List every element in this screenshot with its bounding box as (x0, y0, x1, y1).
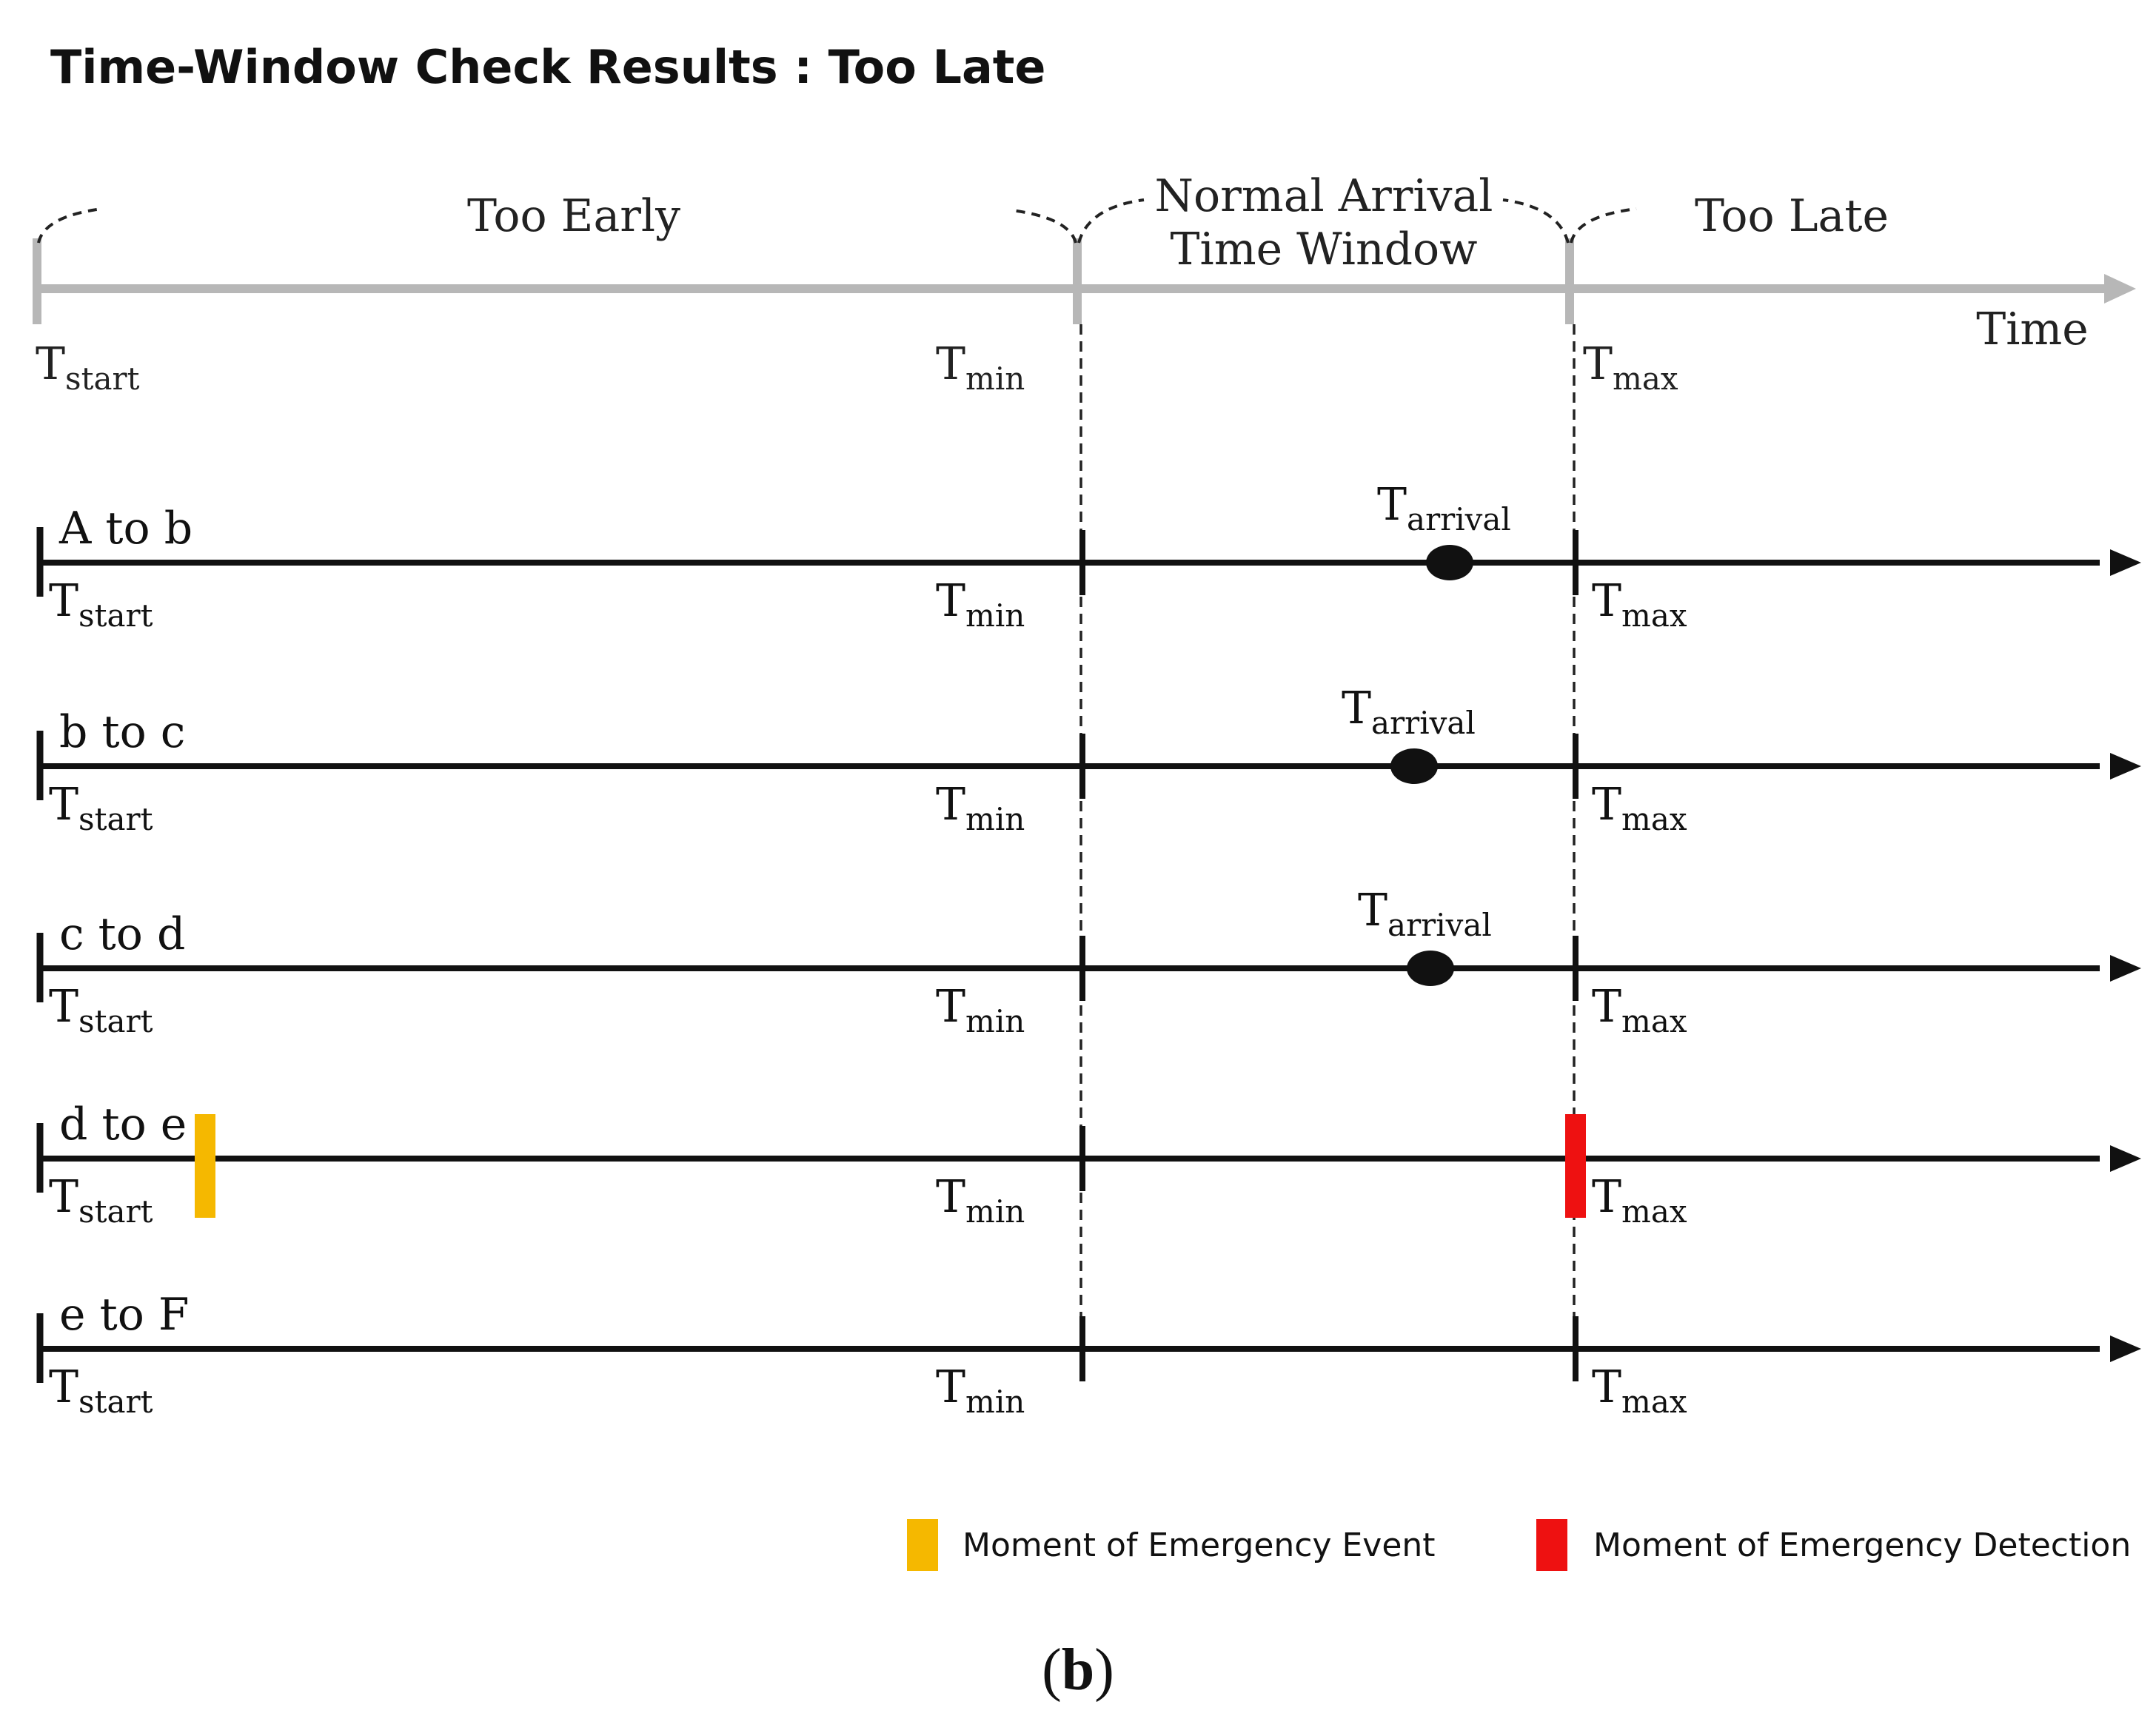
route-arrowhead (2110, 549, 2141, 576)
route-label: A to b (59, 503, 193, 554)
row-label-t-min (936, 1171, 1025, 1230)
route-rows (40, 479, 2141, 1420)
row-label-t-max-sub: max (1621, 1193, 1687, 1230)
row-label-t-min-sub: min (965, 1003, 1025, 1039)
row-label-t-start-base: T (49, 779, 79, 831)
arrival-label-base: T (1377, 479, 1407, 531)
row-label-t-min-sub: min (965, 801, 1025, 837)
arrival-dot (1390, 748, 1438, 784)
axis-label-t-start: $T_{start}$ (36, 338, 140, 397)
row-label-t-start-sub: start (78, 597, 153, 634)
row-label-t-start (49, 981, 153, 1039)
legend-label-emergency-event: Moment of Emergency Event (962, 1526, 1436, 1564)
route-label: b to c (59, 706, 186, 758)
row-label-t-start-base: T (49, 1171, 79, 1223)
row-label-t-min (936, 779, 1025, 837)
row-label-t-max (1592, 1171, 1687, 1230)
row-label-t-max (1592, 1361, 1687, 1420)
route-row (40, 479, 2141, 634)
route-arrowhead (2110, 1145, 2141, 1172)
row-label-t-start-base: T (49, 981, 79, 1033)
row-label-t-start (49, 1361, 153, 1420)
region-too-late: Too Late (1695, 190, 1889, 242)
row-label-t-min (936, 1361, 1025, 1420)
row-label-t-start-sub: start (78, 1384, 153, 1420)
row-label-t-max-sub: max (1621, 1003, 1687, 1039)
row-label-t-max-sub: max (1621, 597, 1687, 634)
region-too-early: Too Early (466, 190, 681, 242)
row-label-t-min-base: T (936, 1361, 966, 1413)
row-label-t-max-sub: max (1621, 1384, 1687, 1420)
arrival-dot (1426, 545, 1473, 580)
arrival-label-base: T (1358, 885, 1388, 936)
brace-normal-left (1079, 200, 1144, 243)
row-label-t-min-sub: min (965, 1384, 1025, 1420)
arrival-label (1358, 885, 1492, 943)
arrival-label (1342, 683, 1476, 741)
row-label-t-start (49, 779, 153, 837)
axis-label-t-max: $T_{max}$ (1583, 338, 1678, 397)
time-label: Time (1976, 304, 2089, 355)
route-label: e to F (59, 1289, 190, 1341)
region-normal-line2: Time Window (1170, 224, 1478, 275)
row-label-t-start (49, 575, 153, 634)
route-arrowhead (2110, 955, 2141, 982)
brace-too-early-right (1011, 210, 1076, 243)
row-label-t-min (936, 981, 1025, 1039)
row-label-t-max (1592, 779, 1687, 837)
route-arrowhead (2110, 1335, 2141, 1362)
row-label-t-start-sub: start (78, 801, 153, 837)
figure-caption: (b) (1042, 1638, 1114, 1703)
arrival-label-base: T (1342, 683, 1372, 734)
brace-normal-right (1503, 200, 1568, 243)
arrival-dot (1407, 951, 1454, 986)
row-label-t-max-base: T (1592, 981, 1622, 1033)
row-label-t-min-sub: min (965, 1193, 1025, 1230)
row-label-t-max (1592, 575, 1687, 634)
row-label-t-min-sub: min (965, 597, 1025, 634)
route-row (40, 1289, 2141, 1420)
row-label-t-max-base: T (1592, 779, 1622, 831)
arrival-label (1377, 479, 1511, 537)
row-label-t-start (49, 1171, 153, 1230)
legend-swatch-emergency-detection (1536, 1519, 1567, 1571)
row-label-t-max-base: T (1592, 575, 1622, 627)
legend-swatch-emergency-event (907, 1519, 938, 1571)
brace-too-late-left (1571, 209, 1636, 243)
route-arrowhead (2110, 753, 2141, 780)
axis-label-t-min: $T_{min}$ (936, 338, 1025, 397)
row-label-t-min-base: T (936, 981, 966, 1033)
diagram-title: Time-Window Check Results : Too Late (50, 40, 1046, 94)
arrival-label-sub: arrival (1407, 501, 1511, 537)
row-label-t-max (1592, 981, 1687, 1039)
row-label-t-min-base: T (936, 575, 966, 627)
time-axis (36, 170, 2136, 397)
row-label-t-min (936, 575, 1025, 634)
row-label-t-start-sub: start (78, 1193, 153, 1230)
time-axis-arrowhead (2104, 274, 2136, 304)
legend-label-emergency-detection: Moment of Emergency Detection (1593, 1526, 2132, 1564)
route-label: d to e (59, 1099, 187, 1150)
route-label: c to d (59, 908, 186, 960)
row-label-t-min-base: T (936, 1171, 966, 1223)
legend (907, 1519, 2131, 1571)
row-label-t-start-base: T (49, 575, 79, 627)
brace-too-early-left (38, 209, 102, 243)
emergency-event-marker (195, 1114, 215, 1218)
row-label-t-min-base: T (936, 779, 966, 831)
row-label-t-max-base: T (1592, 1171, 1622, 1223)
route-row (40, 1099, 2141, 1230)
row-label-t-start-sub: start (78, 1003, 153, 1039)
region-normal-line1: Normal Arrival (1154, 170, 1493, 222)
row-label-t-max-base: T (1592, 1361, 1622, 1413)
route-row (40, 885, 2141, 1039)
arrival-label-sub: arrival (1387, 907, 1492, 943)
emergency-detection-marker (1565, 1114, 1586, 1218)
route-row (40, 683, 2141, 837)
row-label-t-start-base: T (49, 1361, 79, 1413)
row-label-t-max-sub: max (1621, 801, 1687, 837)
arrival-label-sub: arrival (1371, 705, 1476, 741)
